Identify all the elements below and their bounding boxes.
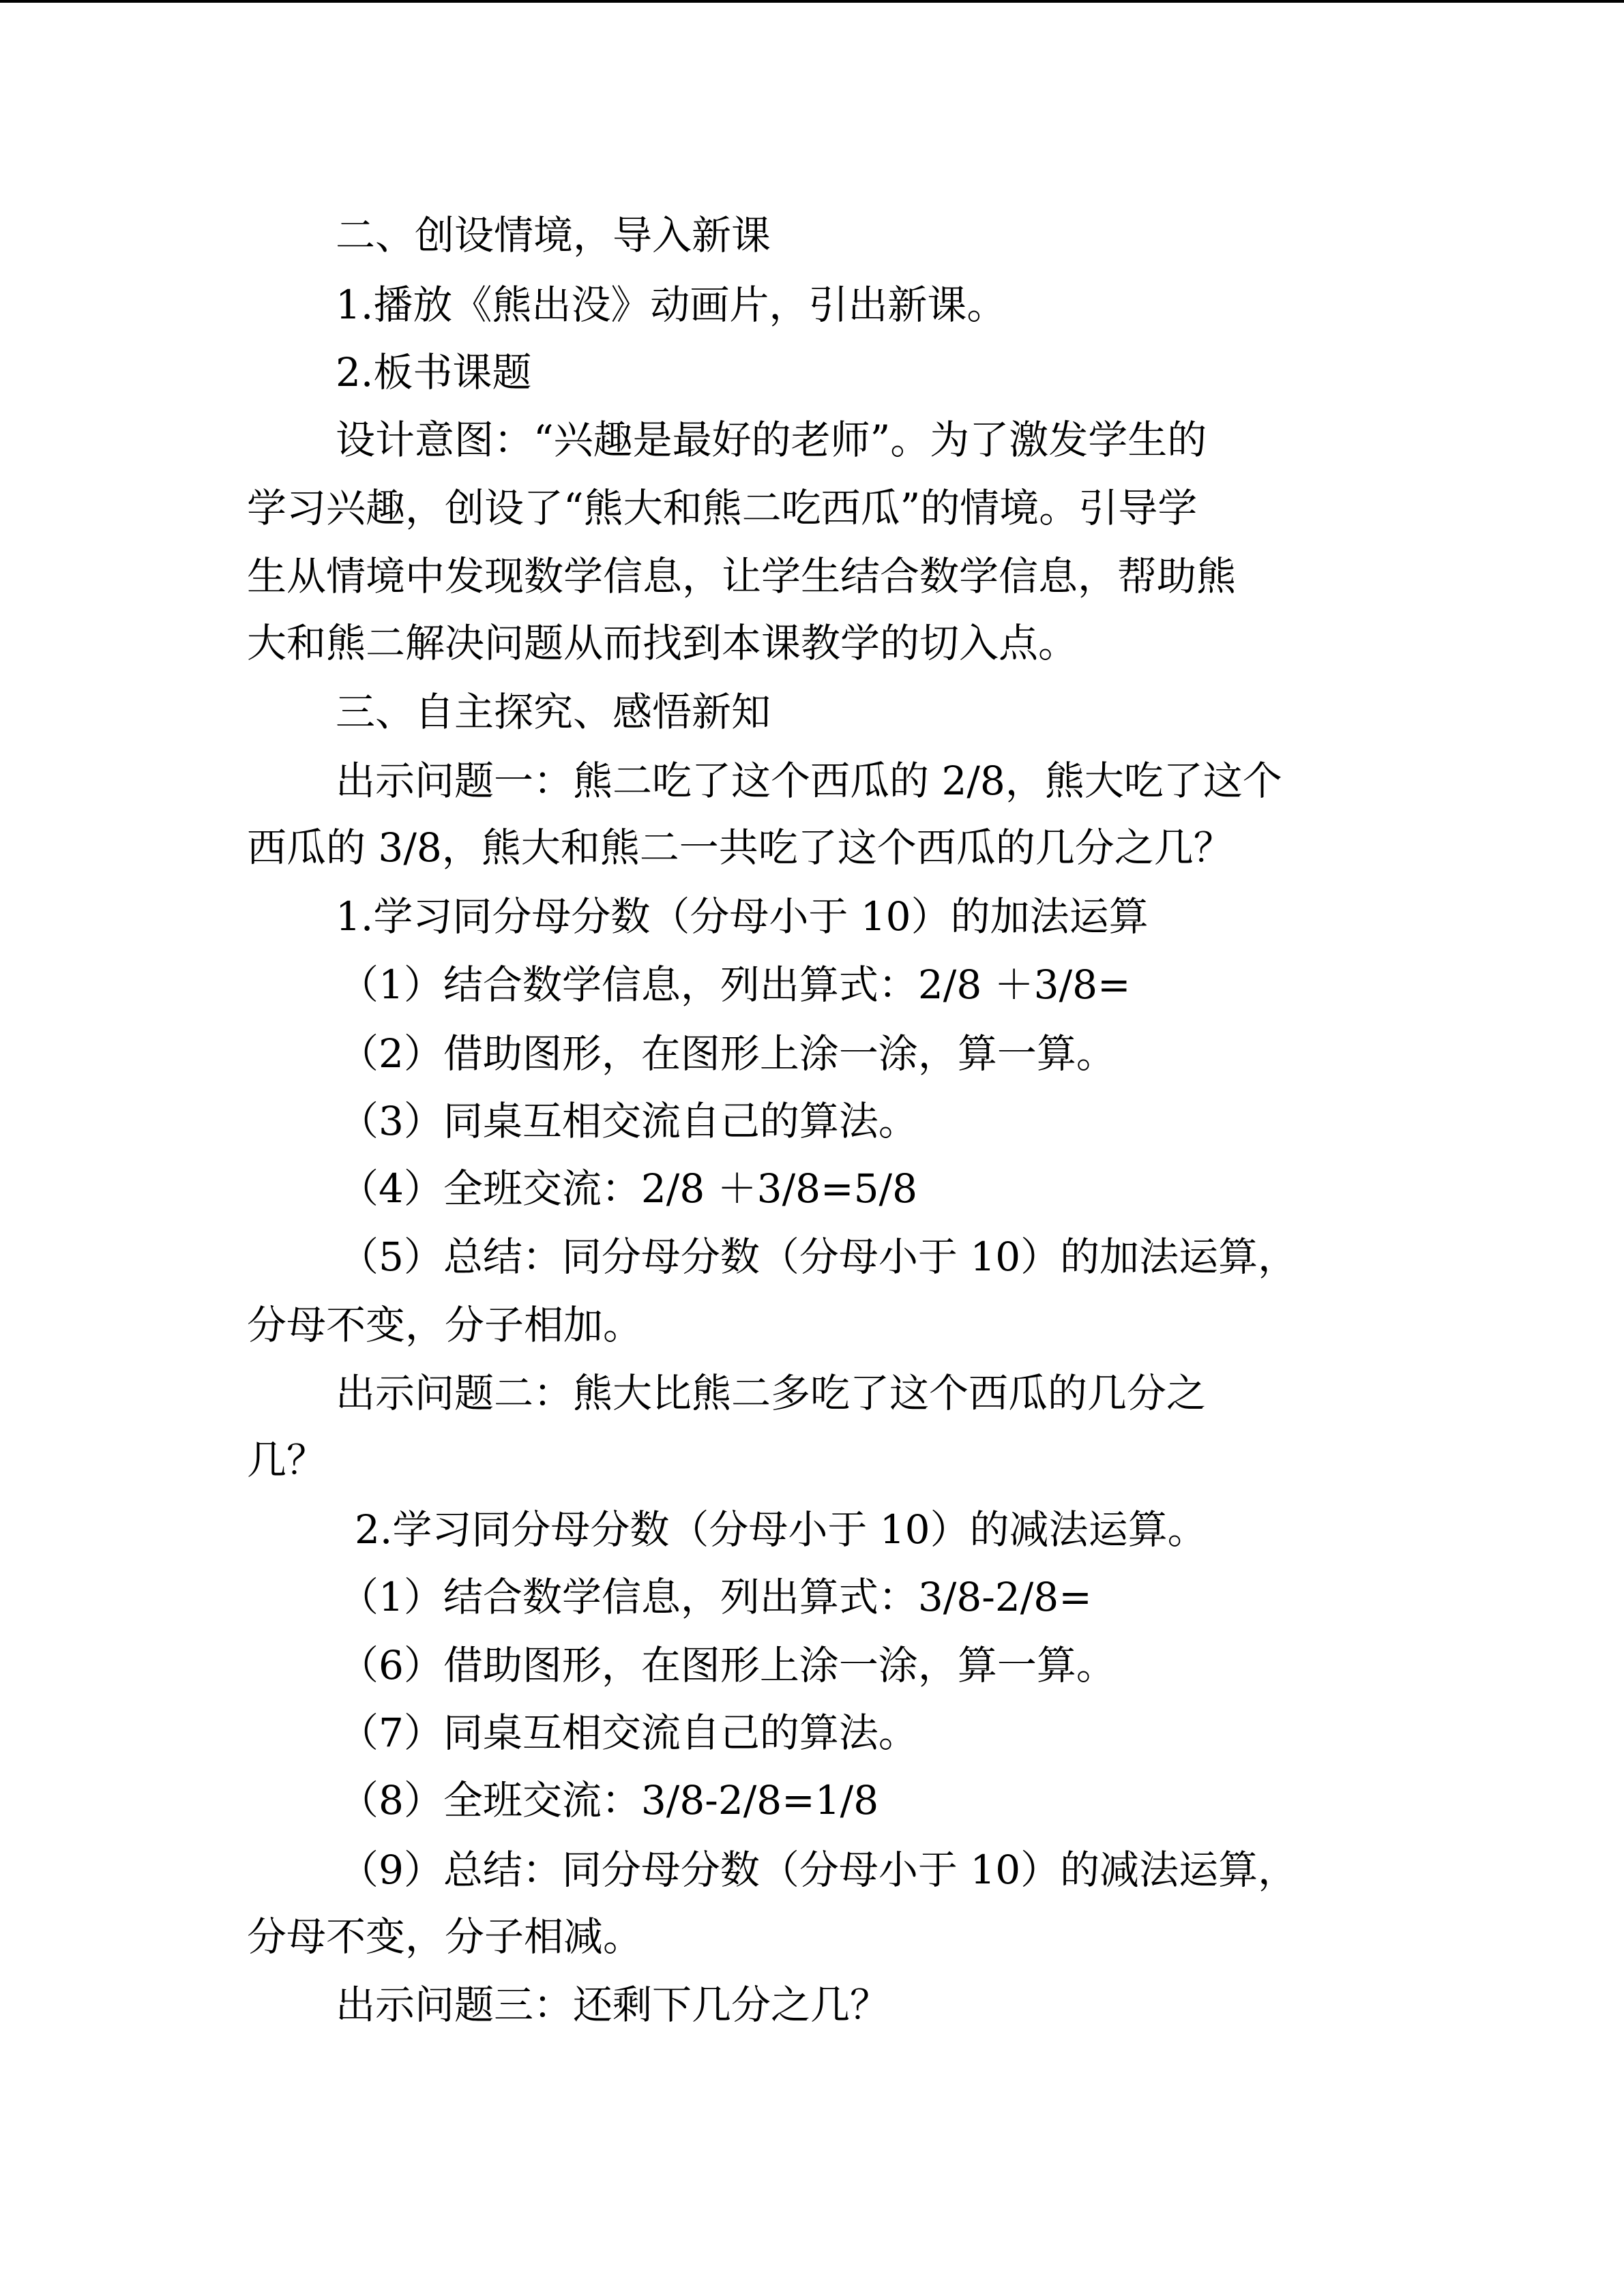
paragraph-line: 2.板书课题 xyxy=(336,349,532,396)
paragraph-line: （1）结合数学信息，列出算式：3/8-2/8= xyxy=(339,1574,1092,1620)
paragraph-line: 1.学习同分母分数（分母小于 10）的加法运算 xyxy=(336,893,1149,940)
paragraph-line: 西瓜的 3/8，熊大和熊二一共吃了这个西瓜的几分之几？ xyxy=(247,824,1233,871)
paragraph-line: （6）借助图形，在图形上涂一涂，算一算。 xyxy=(339,1642,1116,1688)
paragraph-line: （1）结合数学信息，列出算式：2/8 ＋3/8= xyxy=(339,961,1131,1008)
paragraph-line: （7）同桌互相交流自己的算法。 xyxy=(339,1710,918,1756)
section-heading-2: 二、创设情境，导入新课 xyxy=(336,212,771,258)
paragraph-line: 生从情境中发现数学信息，让学生结合数学信息，帮助熊 xyxy=(247,553,1237,599)
paragraph-line: （4）全班交流：2/8 ＋3/8=5/8 xyxy=(339,1165,917,1212)
paragraph-line: 出示问题二：熊大比熊二多吃了这个西瓜的几分之 xyxy=(336,1370,1207,1416)
paragraph-line: 出示问题三：还剩下几分之几？ xyxy=(336,1982,890,2028)
paragraph-line: 几？ xyxy=(247,1437,327,1483)
paragraph-line: 1.播放《熊出没》动画片，引出新课。 xyxy=(336,282,1007,328)
paragraph-line: 分母不变，分子相减。 xyxy=(247,1913,643,1960)
paragraph-line: 出示问题一：熊二吃了这个西瓜的 2/8，熊大吃了这个 xyxy=(336,758,1282,804)
paragraph-line: 设计意图：“兴趣是最好的老师”。为了激发学生的 xyxy=(336,417,1207,463)
paragraph-line: （9）总结：同分母分数（分母小于 10）的减法运算， xyxy=(339,1847,1298,1893)
paragraph-line: （3）同桌互相交流自己的算法。 xyxy=(339,1098,918,1144)
paragraph-line: 分母不变，分子相加。 xyxy=(247,1302,643,1348)
paragraph-line: （8）全班交流：3/8-2/8=1/8 xyxy=(339,1777,879,1823)
paragraph-line: （5）总结：同分母分数（分母小于 10）的加法运算， xyxy=(339,1234,1298,1280)
section-heading-3: 三、自主探究、感悟新知 xyxy=(336,689,771,735)
paragraph-line: 学习兴趣，创设了“熊大和熊二吃西瓜”的情境。引导学 xyxy=(247,485,1198,531)
top-border xyxy=(0,0,1624,3)
paragraph-line: 大和熊二解决问题从而找到本课教学的切入点。 xyxy=(247,620,1078,666)
paragraph-line: 2.学习同分母分数（分母小于 10）的减法运算。 xyxy=(355,1506,1207,1553)
paragraph-line: （2）借助图形，在图形上涂一涂，算一算。 xyxy=(339,1030,1116,1077)
